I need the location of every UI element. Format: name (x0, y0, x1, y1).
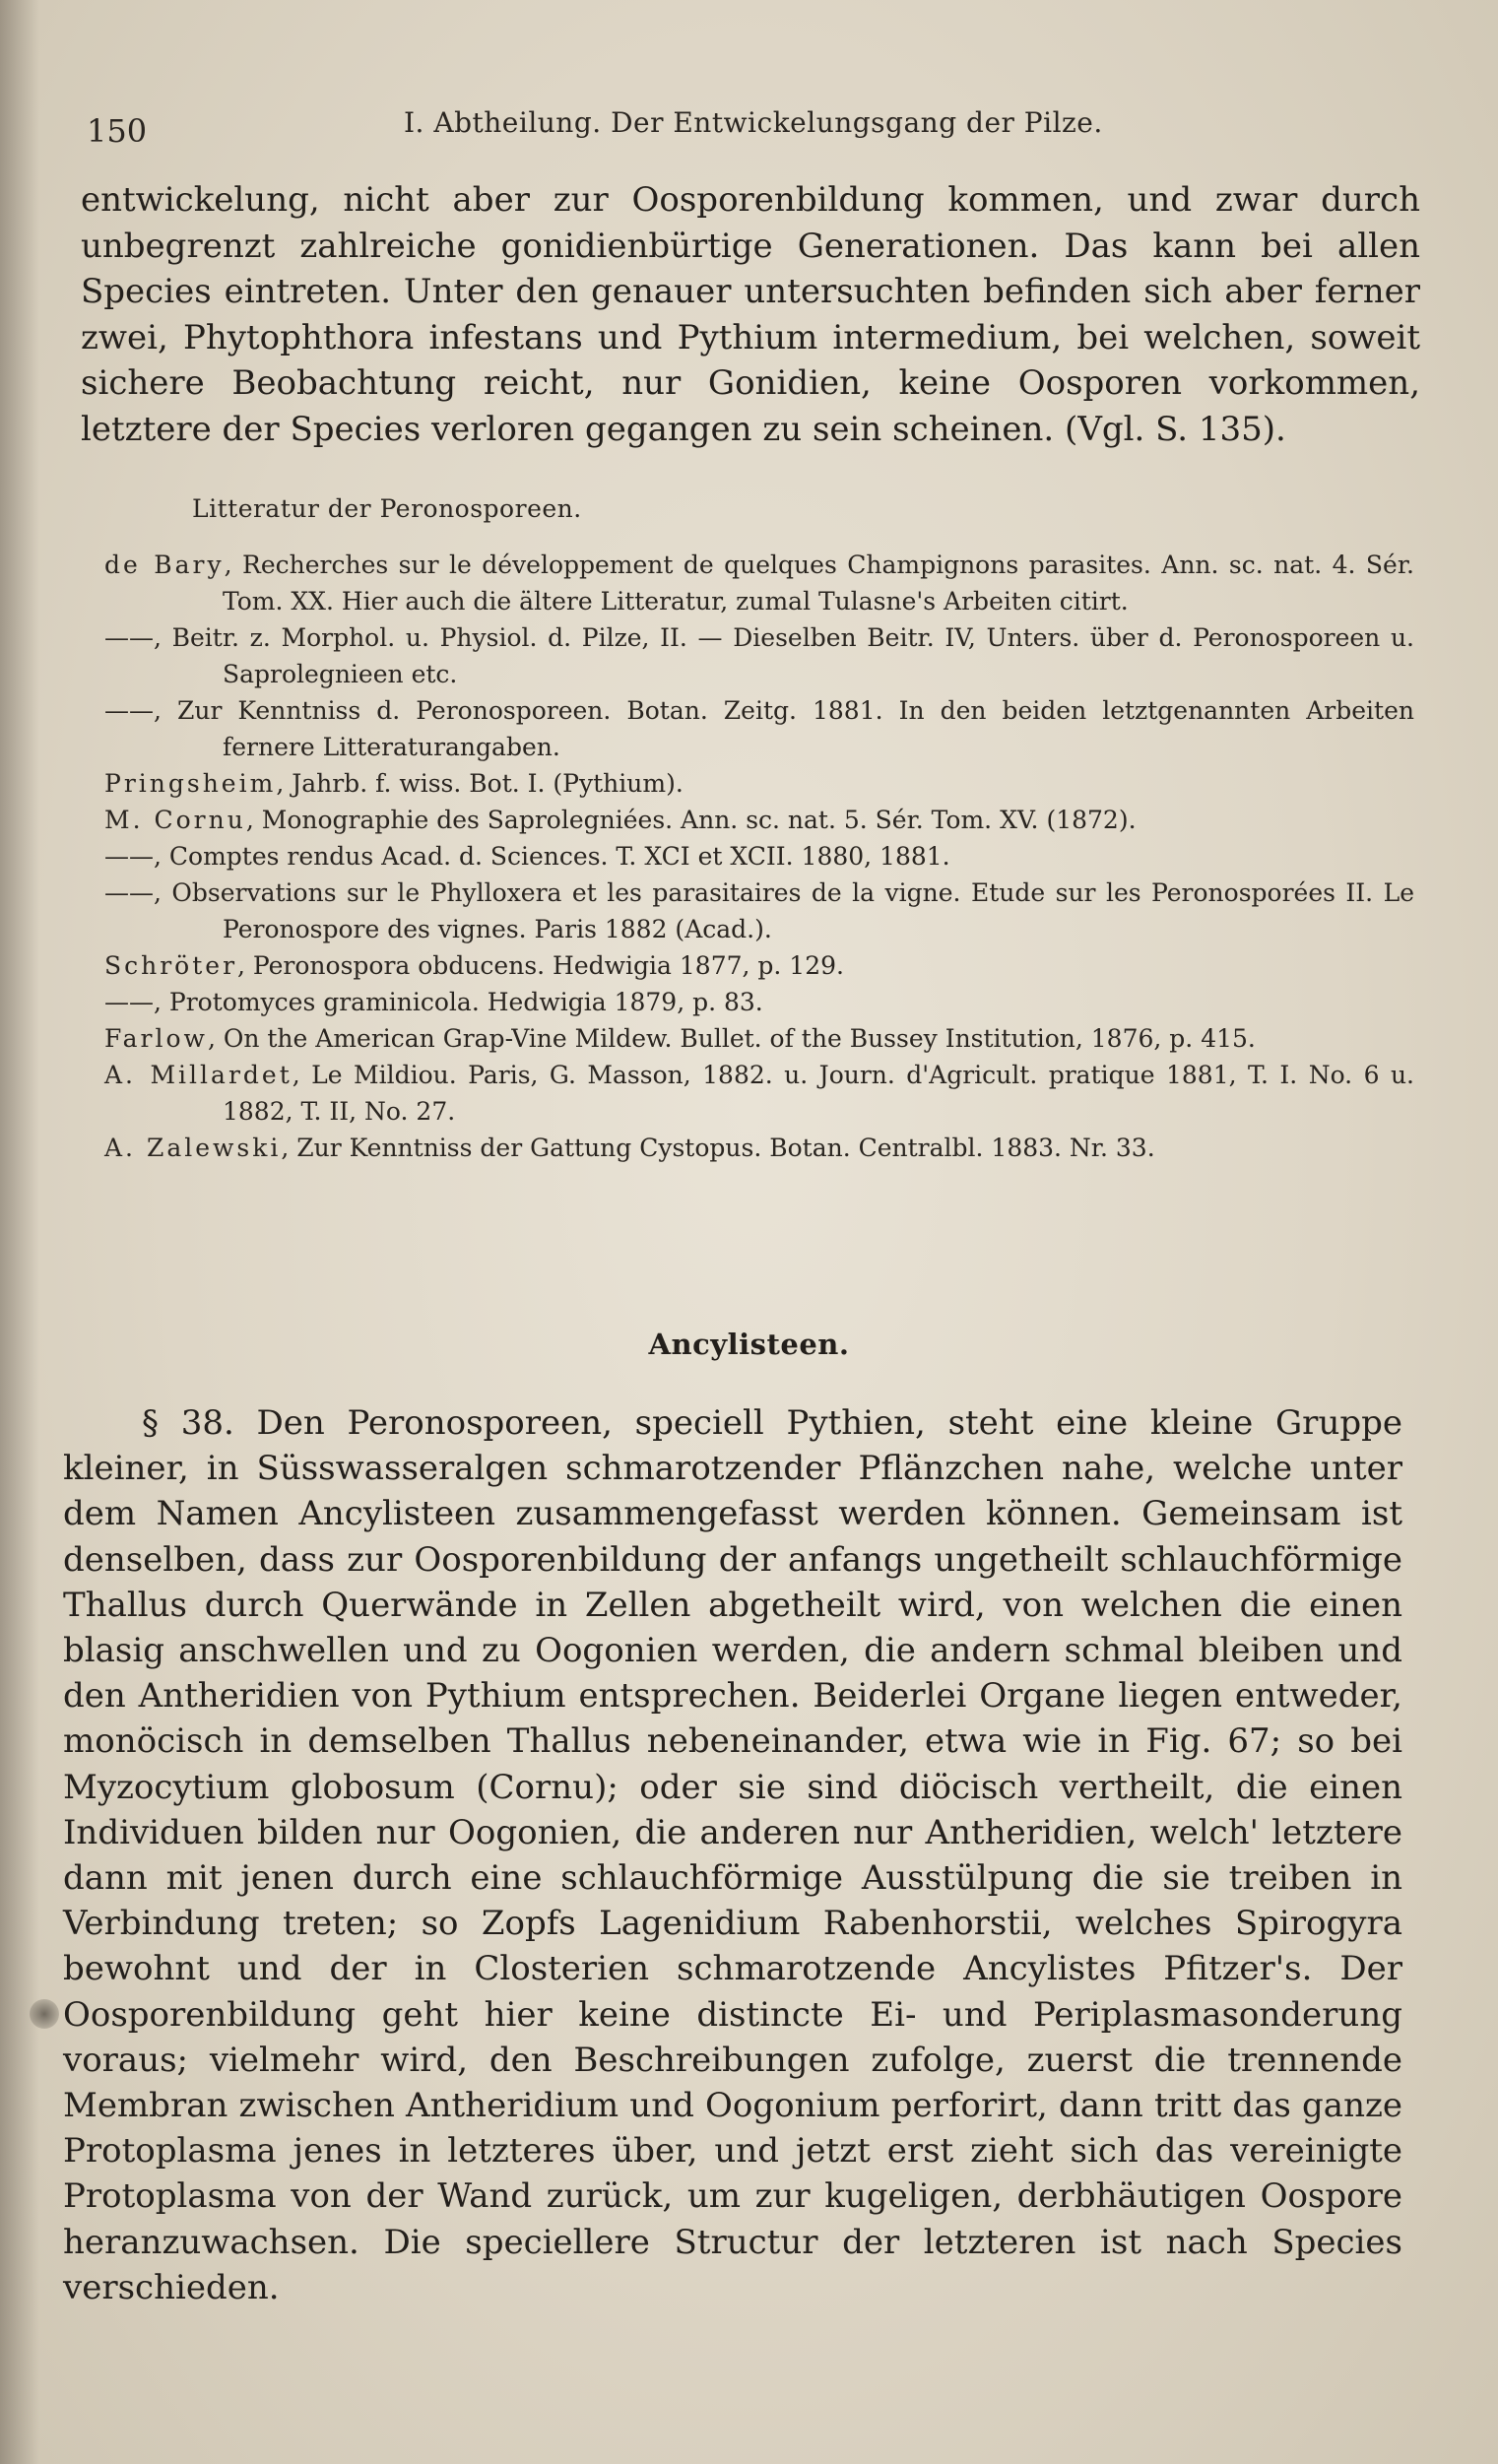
ref-text: , Peronospora obducens. Hedwigia 1877, p. 129. (237, 951, 844, 980)
ref-author: —— (104, 988, 154, 1016)
literature-list (104, 547, 1414, 1166)
literature-ref (104, 875, 1414, 947)
ref-author: —— (104, 842, 154, 871)
ref-author: de Bary (104, 551, 225, 579)
ref-author: Schröter (104, 951, 238, 980)
ref-text: , Le Mildiou. Paris, G. Masson, 1882. u. Journ. d'Agricult. pratique 1881, T. I. No. 6 u. 1882, T. II, No. 27. (223, 1061, 1414, 1126)
ref-author: Farlow (104, 1024, 208, 1053)
page-number: 150 (87, 112, 148, 150)
running-title: I. Abtheilung. Der Entwickelungsgang der Pilze. (404, 106, 1103, 139)
literature-ref (104, 619, 1414, 692)
ref-text: , Comptes rendus Acad. d. Sciences. T. XCI et XCII. 1880, 1881. (154, 842, 950, 871)
ref-text: , Observations sur le Phylloxera et les parasitaires de la vigne. Etude sur les Peronosporées II. Le Peronospore des vignes. Paris 1882 (Acad.). (154, 878, 1414, 943)
ref-author: —— (104, 696, 154, 725)
ref-text: , Zur Kenntniss d. Peronosporeen. Botan. Zeitg. 1881. In den beiden letztgenannten Arbeiten fernere Litteraturangaben. (154, 696, 1414, 761)
section-text-block (63, 1400, 1402, 2310)
ink-blot (30, 1999, 59, 2029)
ref-author: A. Millardet (104, 1061, 293, 1089)
ref-text: , Jahrb. f. wiss. Bot. I. (Pythium). (276, 769, 684, 798)
intro-text-block (81, 177, 1420, 452)
ref-author: M. Cornu (104, 806, 246, 834)
ref-text: , Monographie des Saprolegniées. Ann. sc. nat. 5. Sér. Tom. XV. (1872). (245, 806, 1137, 834)
literature-ref (104, 947, 1414, 984)
ref-text: , Recherches sur le développement de quelques Champignons parasites. Ann. sc. nat. 4. Sér. Tom. XX. Hier auch die ältere Litteratur, zumal Tulasne's Arbeiten citirt. (223, 551, 1414, 616)
literature-ref (104, 547, 1414, 619)
ref-text: , Beitr. z. Morphol. u. Physiol. d. Pilze, II. — Dieselben Beitr. IV, Unters. über d. Peronosporeen u. Saprolegnieen etc. (154, 623, 1414, 688)
literature-ref (104, 1130, 1414, 1166)
ref-text: , Zur Kenntniss der Gattung Cystopus. Botan. Centralbl. 1883. Nr. 33. (281, 1134, 1155, 1162)
literature-ref (104, 802, 1414, 838)
section-title: Ancylisteen. (648, 1328, 850, 1361)
page-header (87, 106, 1446, 156)
literature-ref (104, 984, 1414, 1020)
literature-heading: Litteratur der Peronosporeen. (192, 494, 582, 523)
intro-paragraph: entwickelung, nicht aber zur Oosporenbildung kommen, und zwar durch unbegrenzt zahlreiche gonidienbürtige Generationen. Das kann bei allen Species eintreten. Unter den genauer untersuchten befinden sich aber ferner zwei, Phytophthora infestans und Pythium intermedium, bei welchen, soweit sichere Beobachtung reicht, nur Gonidien, keine Oosporen vorkommen, letztere der Species verloren gegangen zu sein scheinen. (Vgl. S. 135). (81, 180, 1420, 449)
section-paragraph: § 38. Den Peronosporeen, speciell Pythien, steht eine kleine Gruppe kleiner, in Süsswasseralgen schmarotzender Pflänzchen nahe, welche unter dem Namen Ancylisteen zusammengefasst werden können. Gemeinsam ist denselben, dass zur Oosporenbildung der anfangs ungetheilt schlauchförmige Thallus durch Querwände in Zellen abgetheilt wird, von welchen die einen blasig anschwellen und zu Oogonien werden, die andern schmal bleiben und den Antheridien von Pythium entsprechen. Beiderlei Organe liegen entweder, monöcisch in demselben Thallus nebeneinander, etwa wie in Fig. 67; so bei Myzocytium globosum (Cornu); oder sie sind diöcisch vertheilt, die einen Individuen bilden nur Oogonien, die anderen nur Antheridien, welch' letztere dann mit jenen durch eine schlauchförmige Ausstülpung die sie treiben in Verbindung treten; so Zopfs Lagenidium Rabenhorstii, welches Spirogyra bewohnt und der in Closterien schmarotzende Ancylistes Pfitzer's. Der Oosporenbildung geht hier keine distincte Ei- und Periplasmasonderung voraus; vielmehr wird, den Beschreibungen zufolge, zuerst die trennende Membran zwischen Antheridium und Oogonium perforirt, dann tritt das ganze Protoplasma jenes in letzteres über, und jetzt erst zieht sich das vereinigte Protoplasma von der Wand zurück, um zur kugeligen, derbhäutigen Oospore heranzuwachsen. Die speciellere Structur der letzteren ist nach Species verschieden. (63, 1403, 1402, 2307)
literature-ref (104, 1057, 1414, 1130)
ref-author: —— (104, 623, 154, 652)
ref-author: A. Zalewski (104, 1134, 282, 1162)
page-edge-shadow (0, 0, 39, 2464)
ref-author: —— (104, 878, 154, 907)
literature-ref (104, 838, 1414, 875)
literature-ref (104, 692, 1414, 765)
literature-ref (104, 1020, 1414, 1057)
literature-ref (104, 765, 1414, 802)
ref-text: , Protomyces graminicola. Hedwigia 1879, p. 83. (154, 988, 763, 1016)
ref-text: , On the American Grap-Vine Mildew. Bullet. of the Bussey Institution, 1876, p. 415. (207, 1024, 1256, 1053)
ref-author: Pringsheim (104, 769, 277, 798)
